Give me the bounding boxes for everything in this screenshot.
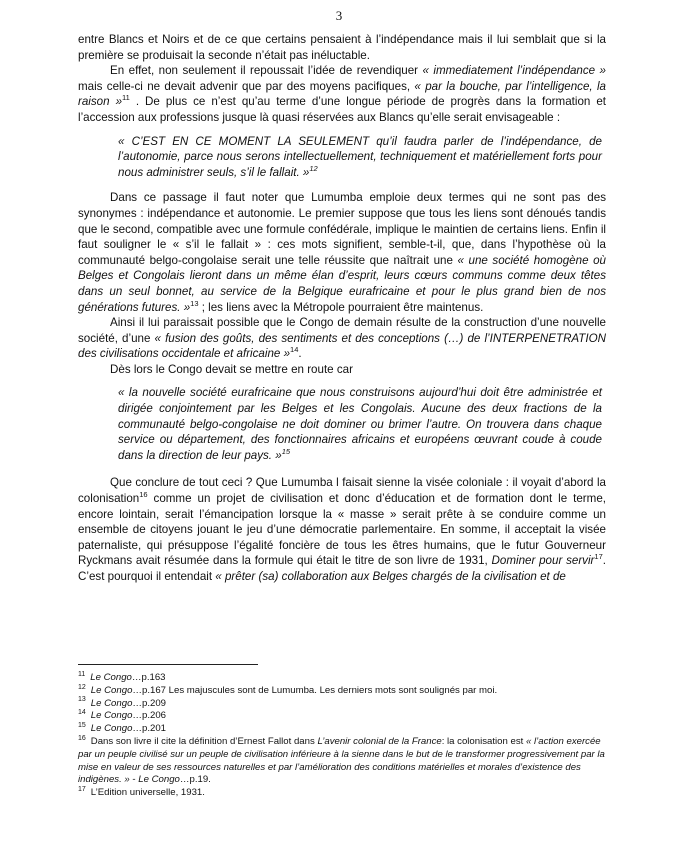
paragraph-5: Dès lors le Congo devait se mettre en route car xyxy=(110,362,353,376)
footnote-14: $^{14}$ Le Congo…p.206 xyxy=(78,709,167,722)
footnote-12: $^{12}$ Le Congo…p.167 Les majuscules sont de Lumumba. Les derniers mots sont soulignés par moi. xyxy=(78,683,498,696)
footnote-17: $^{17}$ L’Edition universelle, 1931. xyxy=(78,785,205,799)
footnote-15: $^{15}$ Le Congo…p.201 xyxy=(78,722,167,735)
quote-inline: « l’action exercée par un peuple civilisé sur un peuple de civilisation inférieure à la sienne dans le but de le transformer progressivement par la mise en valeur de ses ressources naturelles et par l’amélioration des conditions matérielles et morales d’existence des indigènes. » xyxy=(78,735,605,786)
paragraph-3: Dans ce passage il faut noter que Lumumba emploie deux termes qui ne sont pas des synonymes : indépendance et autonomie. Le premier suppose que tous les liens sont dénoués tandis que le second, compatible avec une formule confédérale, implique le maintien de certains liens. Enfin il faut souligner le « s’il le fallait » : ces mots signifient, semble-t-il, que, dans l’hypothèse où la communauté belgo-congolaise serait une telle réussite que naîtrait une « une société homogène où Belges et Congolais lieront dans un même élan d’esprit, leurs cœurs communs comme deux têtes dans un seul bonnet, au service de la Belgique eurafricaine et pour le plus grand bien de nos générations futures. »$^{13}$ ; les liens avec la Métropole pourraient être maintenus. xyxy=(78,191,606,314)
footnote-ref: 17 xyxy=(594,552,603,562)
footnote-11: $^{11}$ Le Congo…p.163 xyxy=(78,670,166,683)
book-title: Dominer pour servir xyxy=(491,554,595,568)
paragraph-2: En effet, non seulement il repoussait l’idée de revendiquer « immediatement l’indépendance » mais celle-ci ne devait advenir que par des moyens pacifiques, « par la bouche, par l’intelligence, la raison »$^{11}$ . De plus ce n’est qu’au terme d’une longue période de progrès dans la formation et l’accession aux professions jusque là quasi réservées aux Blancs qu’elle serait envisageable : xyxy=(78,64,607,124)
footnotes xyxy=(78,672,606,800)
paragraph-1: entre Blancs et Noirs et de ce que certains pensaient à l’indépendance mais il lui semblait que si la première se produisait la seconde n’était pas inéluctable. xyxy=(78,33,606,62)
footnote-ref: 13 xyxy=(190,298,199,308)
book-title: L’avenir colonial de la France xyxy=(317,735,442,747)
quote-inline: « immediatement l’indépendance » xyxy=(422,64,606,78)
quote-inline: « fusion des goûts, des sentiments et des conceptions (…) de l’INTERPENETRATION des civilisations occidentale et africaine » xyxy=(78,331,607,361)
footnote-13: $^{13}$ Le Congo…p.209 xyxy=(78,696,167,709)
quote-inline: « par la bouche, par l’intelligence, la raison » xyxy=(78,79,606,109)
footnote-ref: 14 xyxy=(290,345,299,355)
page-number: 3 xyxy=(335,8,343,23)
quote-inline: « prêter (sa) collaboration aux Belges chargés de la civilisation et de xyxy=(215,570,566,583)
body-text xyxy=(78,32,606,585)
paragraph-4: Ainsi il lui paraissait possible que le Congo de demain résulte de la construction d’une nouvelle société, d’une « fusion des goûts, des sentiments et des conceptions (…) de l’INTERPENETRATION des civilisations occidentale et africaine »$^{14}$. xyxy=(78,316,607,361)
footnote-ref: 12 xyxy=(309,163,318,173)
footnote-ref: 16 xyxy=(139,490,148,500)
quote-inline: « une société homogène où Belges et Congolais lieront dans un même élan d’esprit, leurs cœurs communs comme deux têtes dans un seul bonnet, au service de la Belgique eurafricaine et pour le plus grand bien de nos générations futures. » xyxy=(78,253,606,314)
paragraph-6: Que conclure de tout ceci ? Que Lumumba l faisait sienne la visée coloniale : il voyait d’abord la colonisation$^{16}$ comme un projet de civilisation et donc d’éducation et de formation dont le terme, encore lointain, serait l’émancipation lorsque la « masse » serait prête à se conduire comme un ensemble de citoyens jouant le jeu d’une démocratie parlementaire. En somme, il acceptait la visée paternaliste, qui présuppose l’égalité foncière de tous les êtres humains, que le futur Gouverneur Ryckmans avait résumée dans la formule qui était le titre de son livre de 1931, Dominer pour servir$^{17}$. C’est pourquoi il entendait « prêter (sa) collaboration aux Belges chargés de la civilisation et de xyxy=(78,476,606,583)
footnote-ref: 15 xyxy=(281,446,291,456)
footnote-16: $^{16}$ Dans son livre il cite la définition d’Ernest Fallot dans L’avenir colonial de la France: la colonisation est « l’action exercée par un peuple civilisé sur un peuple de civilisation inférieure à la sienne dans le but de le transformer progressivement par la mise en valeur de ses ressources naturelles et par l’amélioration des conditions matérielles et morales d’existence des indigènes. » - Le Congo…p.19. xyxy=(78,734,605,786)
footnote-divider xyxy=(78,664,258,665)
block-quote-1: « C’EST EN CE MOMENT LA SEULEMENT qu’il faudra parler de l’indépendance, de l’autonomie, parce nous serons intellectuellement, techniquement et matériellement forts pour nous administrer seuls, s’il le fallait. »$^{12}$ xyxy=(118,134,602,179)
footnote-ref: 11 xyxy=(122,93,130,103)
block-quote-2: « la nouvelle société eurafricaine que nous construisons aujourd’hui doit être administrée et dirigée conjointement par les Belges et les Congolais. Aucune des deux fractions de la communauté belgo-congolaise ne doit dominer ou brimer l’autre. On trouvera dans chaque service ou département, des fonctionnaires africains et européens œuvrant coude à coude dans la direction de leur pays. »$^{15}$ xyxy=(118,386,602,462)
